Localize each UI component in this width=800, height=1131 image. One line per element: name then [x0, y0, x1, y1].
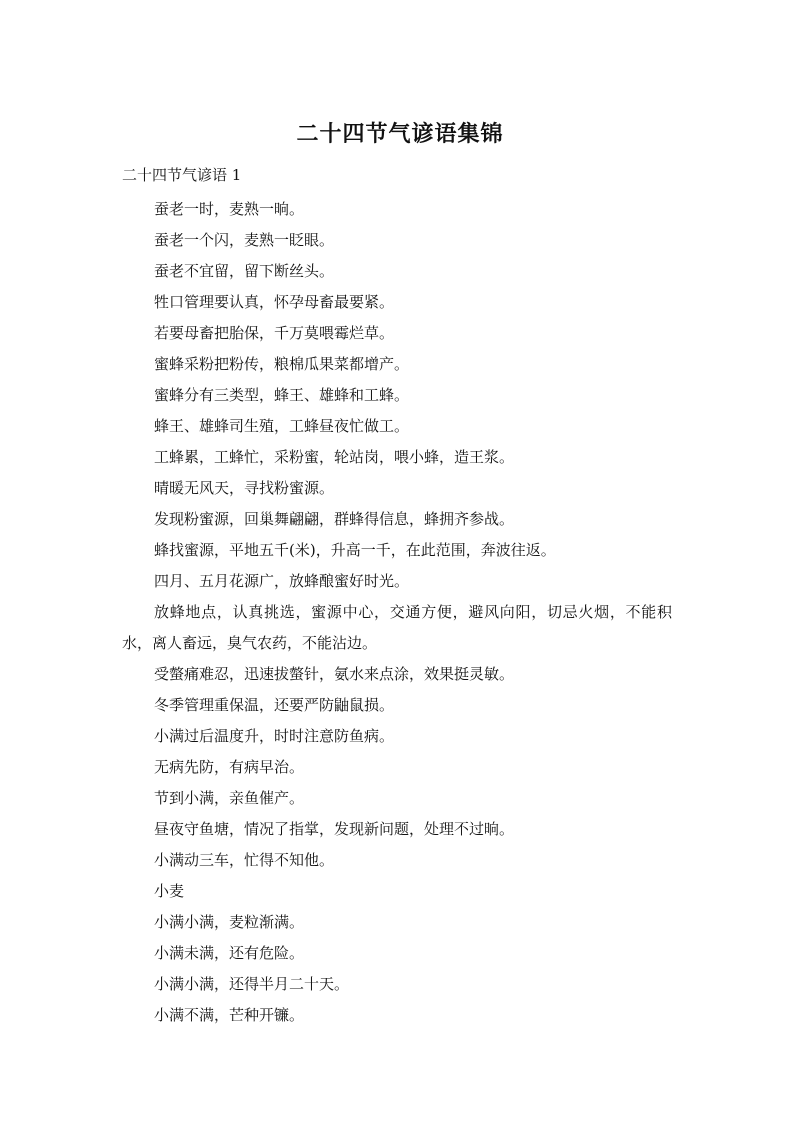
- proverb-paragraph: 小满小满，麦粒渐满。: [154, 913, 305, 931]
- proverb-paragraph: 若要母畜把胎保，千万莫喂霉烂草。: [154, 324, 395, 342]
- proverb-paragraph: 节到小满，亲鱼催产。: [154, 789, 305, 807]
- proverb-paragraph: 小满过后温度升，时时注意防鱼病。: [154, 727, 395, 745]
- proverb-paragraph: 小满动三车，忙得不知他。: [154, 851, 335, 869]
- proverb-paragraph: 冬季管理重保温，还要严防鼬鼠损。: [154, 696, 395, 714]
- proverb-paragraph: 小满小满，还得半月二十天。: [154, 975, 350, 993]
- proverb-paragraph: 蚕老一时，麦熟一晌。: [154, 200, 305, 218]
- proverb-paragraph: 小满不满，芒种开镰。: [154, 1006, 305, 1024]
- subsection-label: 小麦: [154, 882, 185, 900]
- proverb-paragraph: 四月、五月花源广，放蜂酿蜜好时光。: [154, 572, 410, 590]
- proverb-paragraph: 蚕老一个闪，麦熟一眨眼。: [154, 231, 335, 249]
- proverb-paragraph: 昼夜守鱼塘，情况了指掌，发现新问题，处理不过晌。: [154, 820, 515, 838]
- proverb-paragraph: 蜜蜂采粉把粉传，粮棉瓜果菜都增产。: [154, 355, 410, 373]
- proverb-paragraph: 受螫痛难忍，迅速拔螫针，氨水来点涂，效果挺灵敏。: [154, 665, 515, 683]
- proverb-paragraph: 蜜蜂分有三类型，蜂王、雄蜂和工蜂。: [154, 386, 410, 404]
- proverb-paragraph: 无病先防，有病早治。: [154, 758, 305, 776]
- proverb-paragraph: 晴暖无风天，寻找粉蜜源。: [154, 479, 335, 497]
- proverb-paragraph: 发现粉蜜源，回巢舞翩翩，群蜂得信息，蜂拥齐参战。: [154, 510, 515, 528]
- proverb-paragraph: 牲口管理要认真，怀孕母畜最要紧。: [154, 293, 395, 311]
- page-title: 二十四节气谚语集锦: [296, 122, 504, 147]
- proverb-paragraph: 放蜂地点，认真挑选，蜜源中心，交通方便，避风向阳，切忌火烟，不能积水，离人畜远，臭气农药，不能沾边。: [122, 603, 672, 652]
- section-heading: 二十四节气谚语 1: [122, 166, 242, 184]
- proverb-paragraph: 蜂王、雄蜂司生殖，工蜂昼夜忙做工。: [154, 417, 410, 435]
- proverb-paragraph: 工蜂累，工蜂忙，采粉蜜，轮站岗，喂小蜂，造王浆。: [154, 448, 515, 466]
- proverb-paragraph: 蜂找蜜源，平地五千(米)，升高一千，在此范围，奔波往返。: [154, 541, 556, 559]
- proverb-paragraph: 小满未满，还有危险。: [154, 944, 305, 962]
- proverb-paragraph: 蚕老不宜留，留下断丝头。: [154, 262, 335, 280]
- document-body: [122, 194, 672, 1031]
